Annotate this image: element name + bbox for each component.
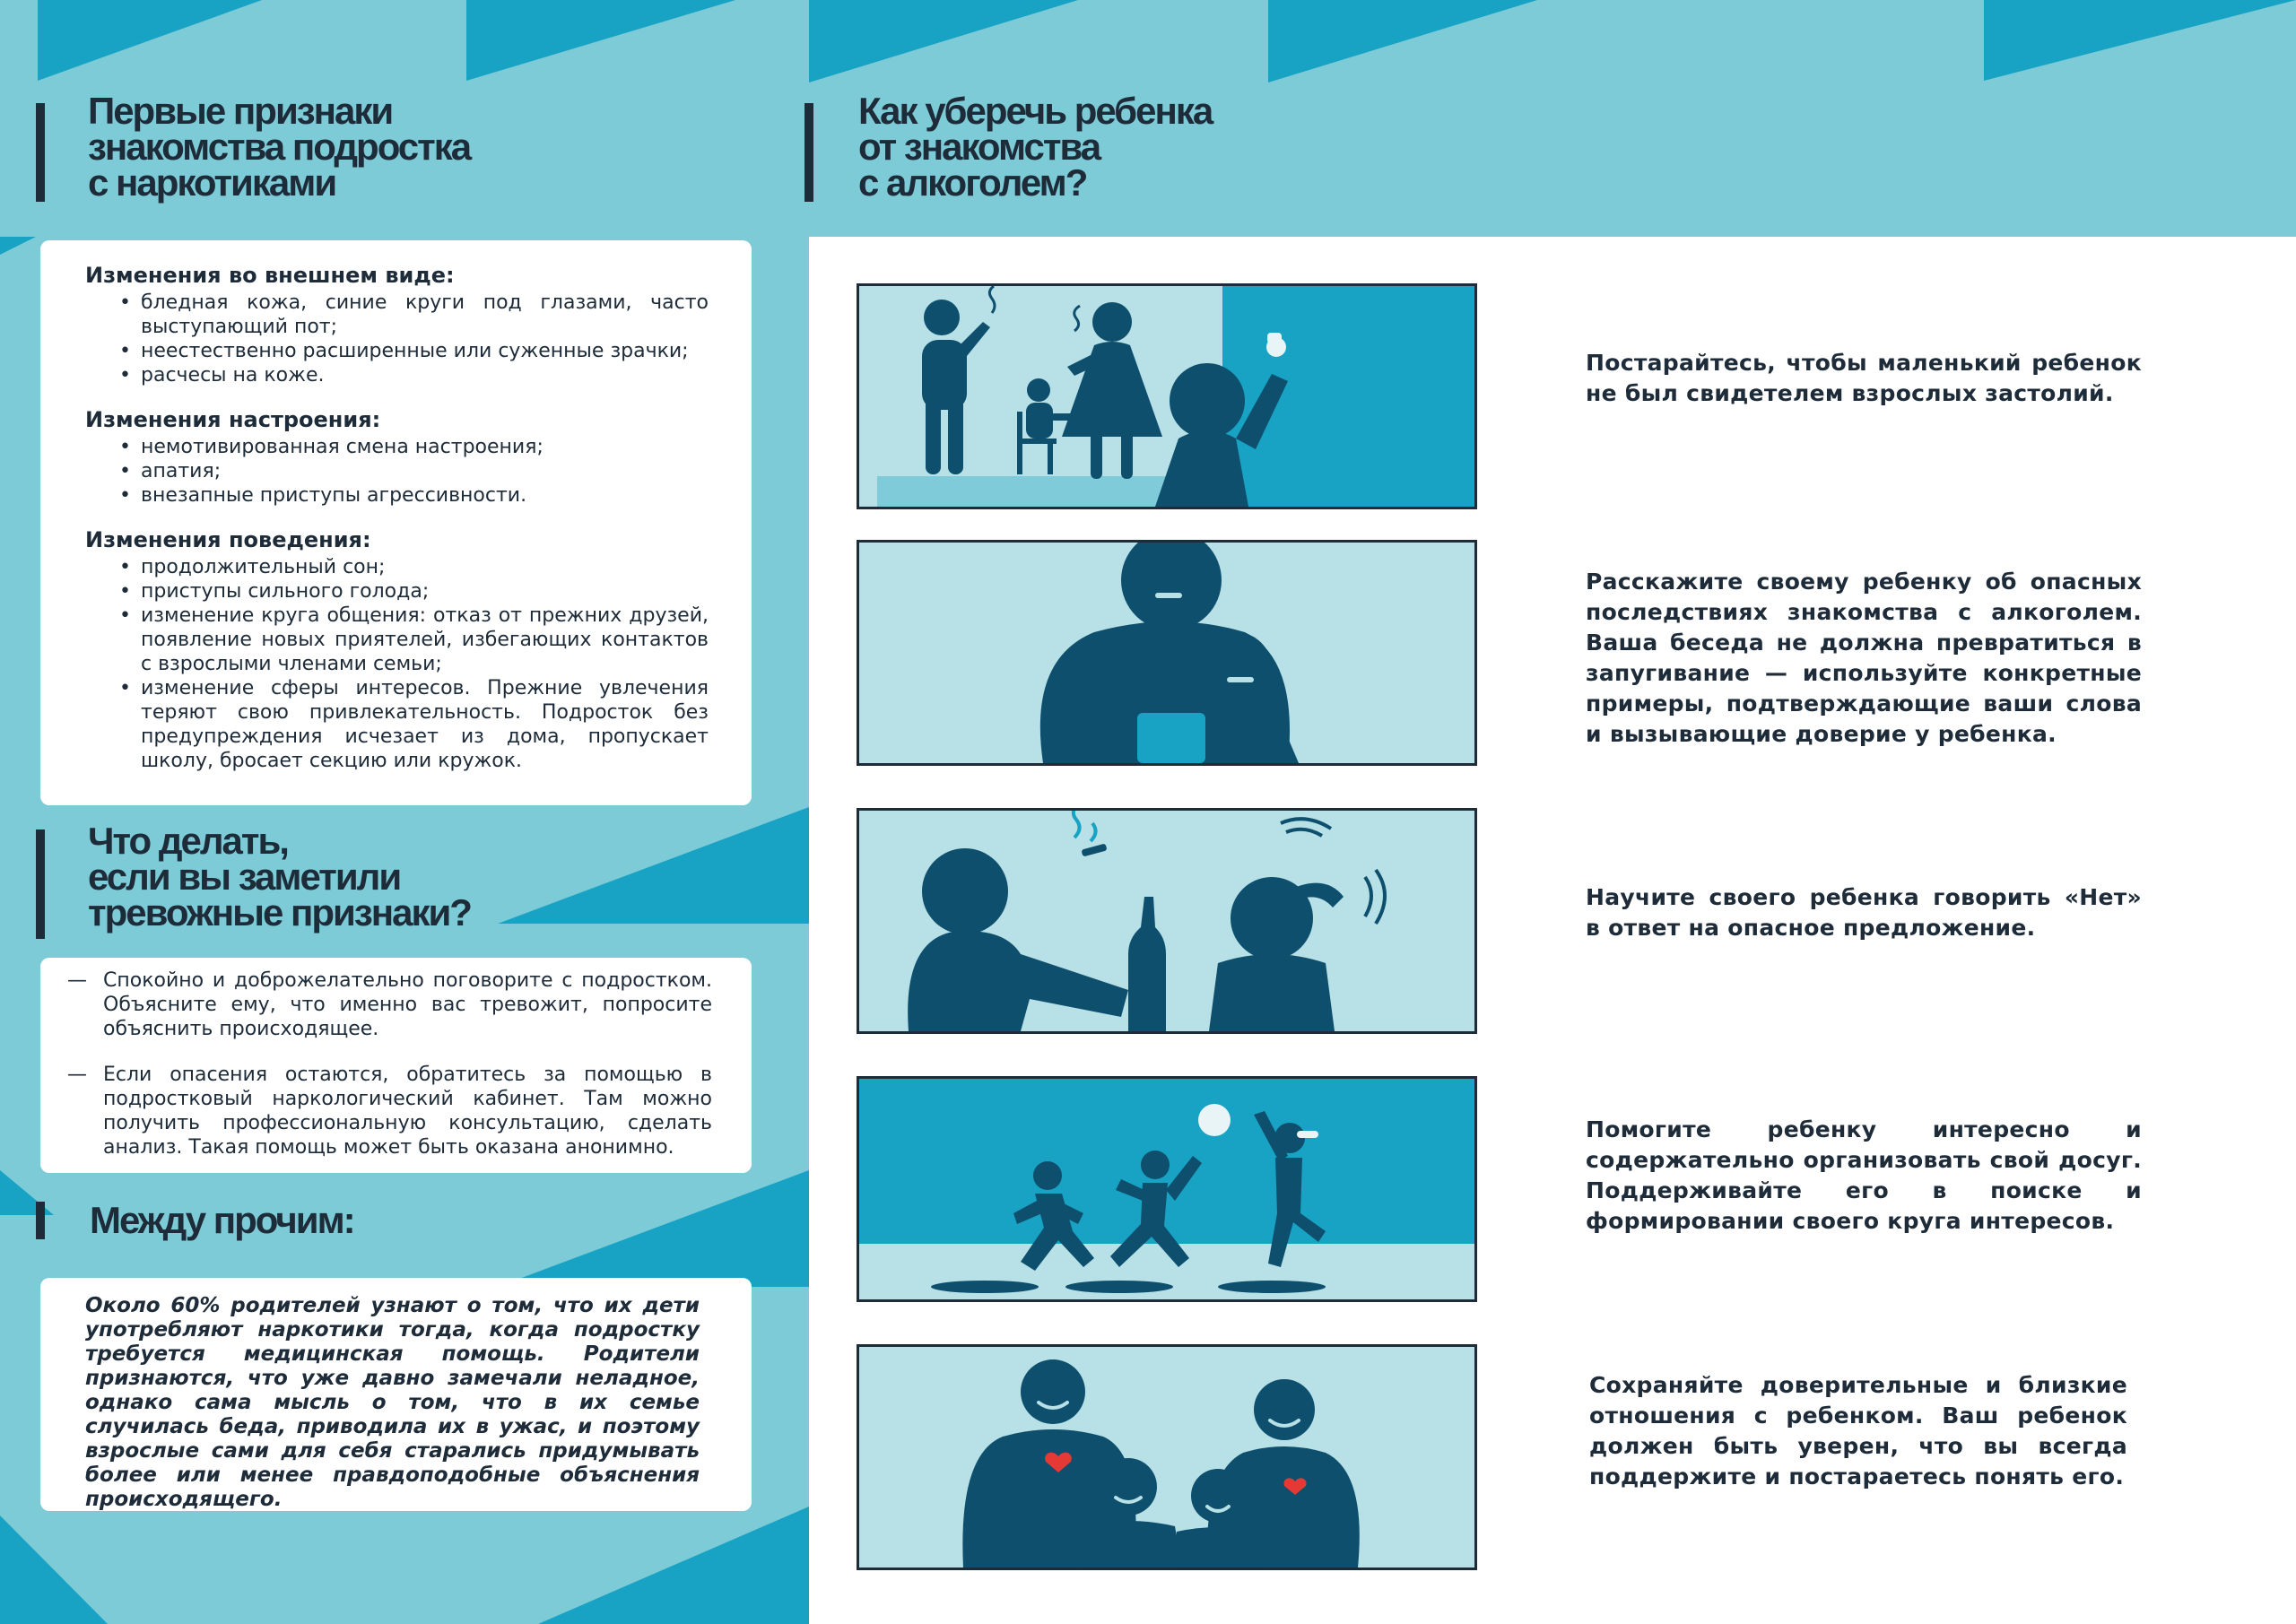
behavior-section [85,527,709,773]
illustration-panel-1 [857,283,1477,509]
heading-line: от знакомства [858,126,1100,168]
dash-mark: — [67,1064,87,1086]
decor-triangle [809,0,1078,83]
heading-line: с алкоголем? [858,161,1087,204]
advice-text: Если опасения остаются, обратитесь за помощью в подростковый наркологический кабинет. Там можно получить профессиональную консультацию, сделать анализ. Такая помощь может быть оказана анонимно. [103,1064,712,1159]
illustration-panel-4 [857,1076,1477,1302]
advice-item [67,1063,712,1159]
decor-triangle [498,807,809,924]
heading-line: знакомства подростка [88,126,471,168]
decor-triangle [0,1515,108,1624]
advice-text: Спокойно и доброжелательно поговорите с подростком. Объясните ему, что именно вас тревожит, попросите объяснить происходящее. [103,969,712,1040]
signs-card [40,240,752,805]
advice-item [67,968,712,1041]
tip-text-5: Сохраняйте доверительные и близкие отношения с ребенком. Ваш ребенок должен быть уверен, что вы всегда поддержите и постараетесь понять его. [1589,1372,2127,1489]
list-item: • изменение круга общения: отказ от прежних друзей, появление новых приятелей, избегающих контактов с взрослыми членами семьи; [85,604,709,676]
by-the-way-text: Около 60% родителей узнают о том, что их дети употребляют наркотики тогда, когда подростку требуется медицинская помощь. Родители признаются, что уже давно замечали неладное, однако сама мысль о том, что в их семье случилась беда, приводила их в ужас, и поэтому взрослые сами для себя старались придумывать более или менее правдоподобные объяснения происходящего. [85,1294,700,1511]
heading-line: с наркотиками [88,161,336,204]
heading-line: если вы заметили [88,855,401,898]
list-item: • апатия; [85,459,709,483]
children-playing-illustration [859,1079,1474,1299]
list-item: • продолжительный сон; [85,555,709,579]
list-item: • внезапные приступы агрессивности. [85,483,709,508]
appearance-section [85,263,709,387]
section-title: Изменения во внешнем виде: [85,263,455,288]
dash-mark: — [67,969,87,992]
heading-bar [36,1202,45,1239]
decor-triangle [0,237,36,255]
list-item: • неестественно расширенные или суженные зрачки; [85,339,709,363]
section-title: Изменения настроения: [85,407,381,432]
family-illustration [859,1347,1474,1568]
decor-triangle [38,0,262,81]
tip-text-2: Расскажите своему ребенку об опасных последствиях знакомства с алкоголем. Ваша беседа не должна превратиться в запугивание — используйте конкретные примеры, подтверждающие ваши слова и вызывающие доверие у ребенка. [1586,569,2142,747]
decor-triangle [0,1170,54,1215]
decor-triangle [1984,0,2296,81]
tip-text-4: Помогите ребенку интересно и содержательно организовать свой досуг. Поддерживайте его в поиске и формировании своего круга интересов. [1586,1116,2142,1234]
illustration-panel-3 [857,808,1477,1034]
list-item: • расчесы на коже. [85,363,709,387]
list-item: • бледная кожа, синие круги под глазами, часто выступающий пот; [85,291,709,339]
tip-text-3: Научите своего ребенка говорить «Нет» в ответ на опасное предложение. [1586,884,2142,941]
decor-triangle [466,0,735,81]
illustration-panel-2 [857,540,1477,766]
mood-section [85,407,709,508]
decor-triangle [498,1170,809,1287]
by-the-way-card [40,1278,752,1511]
alcohol-heading [858,90,1213,204]
list-item: • приступы сильного голода; [85,579,709,604]
heading-line: Как уберечь ребенка [858,90,1213,132]
list-item: • изменение сферы интересов. Прежние увлечения теряют свою привлекательность. Подросток без предупреждения исчезает из дома, пропускает школу, бросает секцию или кружок. [85,676,709,773]
illustration-panel-5 [857,1344,1477,1570]
decor-triangle [538,1507,809,1624]
adults-party-illustration [859,286,1474,507]
heading-line: тревожные признаки? [88,891,471,934]
heading-bar [36,103,45,202]
heading-line: Что делать, [88,820,288,862]
heading-line: Первые признаки [88,90,393,132]
by-the-way-heading: Между прочим: [90,1199,354,1241]
adult-child-tablet-illustration [859,543,1474,763]
list-item: • немотивированная смена настроения; [85,435,709,459]
what-to-do-heading [88,820,471,934]
section-title: Изменения поведения: [85,527,371,552]
offer-refusal-illustration [859,811,1474,1031]
heading-bar [36,829,45,939]
tip-text-1: Постарайтесь, чтобы маленький ребенок не был свидетелем взрослых застолий. [1586,350,2142,406]
heading-bar [804,103,813,202]
decor-triangle [1268,0,1537,83]
drug-signs-heading [88,90,471,204]
what-to-do-card [40,958,752,1173]
